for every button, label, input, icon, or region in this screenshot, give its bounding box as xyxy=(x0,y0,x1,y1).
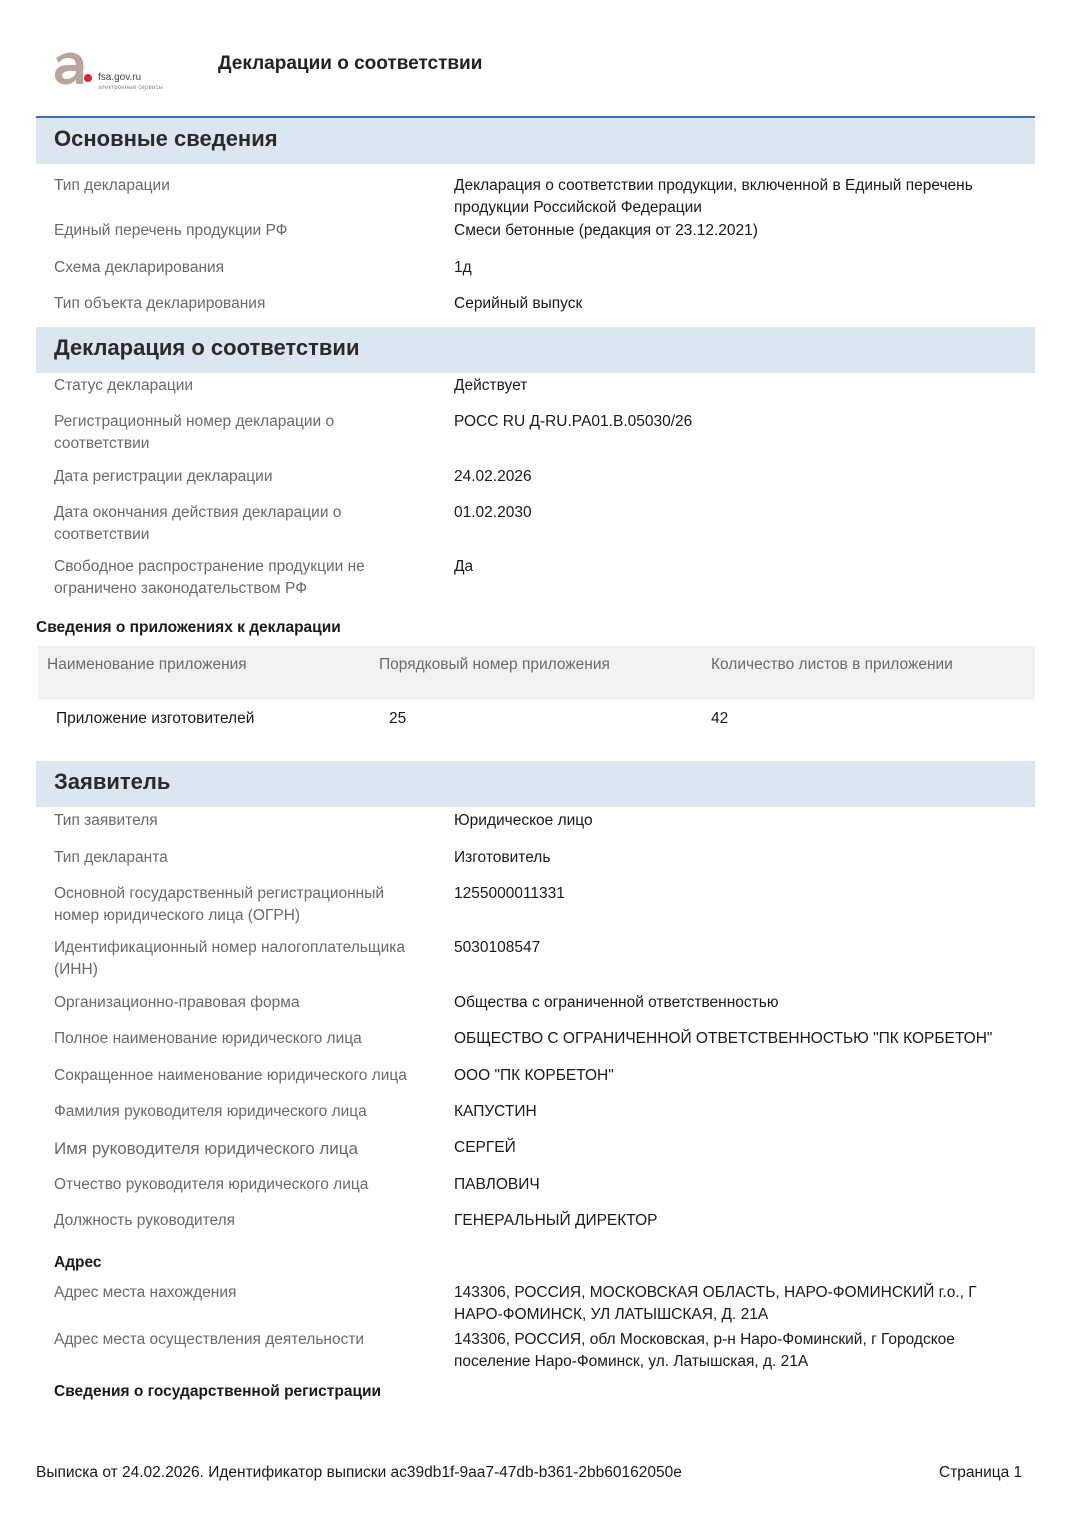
end-date-label: Дата окончания действия декларации о соответствии xyxy=(54,504,342,543)
footer-page-number: Страница 1 xyxy=(939,1464,1023,1481)
head-position-label: Должность руководителя xyxy=(54,1212,236,1229)
section-declaration-title: Декларация о соответствии xyxy=(54,335,360,360)
head-name-value: СЕРГЕЙ xyxy=(454,1139,516,1156)
legal-form-value: Общества с ограниченной ответственностью xyxy=(454,994,779,1011)
head-name-label: Имя руководителя юридического лица xyxy=(54,1139,358,1158)
section-declaration xyxy=(36,327,1035,373)
legal-form-label: Организационно-правовая форма xyxy=(54,994,300,1011)
address-heading: Адрес xyxy=(54,1254,102,1271)
full-name-value: ОБЩЕСТВО С ОГРАНИЧЕННОЙ ОТВЕТСТВЕННОСТЬЮ "ПК КОРБЕТОН" xyxy=(454,1030,993,1047)
attachments-heading: Сведения о приложениях к декларации xyxy=(36,619,341,636)
logo-dot xyxy=(84,74,92,82)
object-type-label: Тип объекта декларирования xyxy=(54,295,266,312)
section-basic xyxy=(36,118,1035,164)
attachments-col-name: Наименование приложения xyxy=(47,656,247,673)
head-surname-label: Фамилия руководителя юридического лица xyxy=(54,1103,367,1120)
section-applicant-title: Заявитель xyxy=(54,769,171,794)
ogrn-value: 1255000011331 xyxy=(454,885,565,902)
applicant-type-value: Юридическое лицо xyxy=(454,812,593,829)
free-circulation-label: Свободное распространение продукции не ограничено законодательством РФ xyxy=(54,558,365,597)
section-basic-title: Основные сведения xyxy=(54,126,278,151)
footer-extract-info: Выписка от 24.02.2026. Идентификатор выписки ac39db1f-9aa7-47db-b361-2bb60162050e xyxy=(36,1464,682,1481)
attachments-cell-number: 25 xyxy=(389,710,407,727)
reg-date-value: 24.02.2026 xyxy=(454,468,532,485)
scheme-label: Схема декларирования xyxy=(54,259,225,276)
section-applicant xyxy=(36,761,1035,807)
fsa-logo xyxy=(50,48,180,98)
object-type-value: Серийный выпуск xyxy=(454,295,583,312)
product-list-label: Единый перечень продукции РФ xyxy=(54,222,288,239)
location-address-value: 143306, РОССИЯ, МОСКОВСКАЯ ОБЛАСТЬ, НАРО-ФОМИНСКИЙ г.о., Г НАРО-ФОМИНСК, УЛ ЛАТЫШСКАЯ, Д. 21А xyxy=(454,1284,977,1323)
reg-number-value: РОСС RU Д-RU.РА01.В.05030/26 xyxy=(454,413,693,430)
head-surname-value: КАПУСТИН xyxy=(454,1103,537,1120)
document-title: Декларации о соответствии xyxy=(218,53,483,74)
end-date-value: 01.02.2030 xyxy=(454,504,532,521)
inn-value: 5030108547 xyxy=(454,939,541,956)
free-circulation-value: Да xyxy=(454,558,474,575)
logo-subtitle: электронные сервисы xyxy=(98,85,164,91)
product-list-value: Смеси бетонные (редакция от 23.12.2021) xyxy=(454,222,758,239)
fsa-logo-icon xyxy=(50,48,90,88)
head-patronymic-label: Отчество руководителя юридического лица xyxy=(54,1176,369,1193)
attachments-cell-sheets: 42 xyxy=(711,710,729,727)
attachments-col-sheets: Количество листов в приложении xyxy=(711,656,953,673)
inn-label: Идентификационный номер налогоплательщика (ИНН) xyxy=(54,939,406,978)
head-patronymic-value: ПАВЛОВИЧ xyxy=(454,1176,540,1193)
logo-site: fsa.gov.ru xyxy=(98,72,142,83)
applicant-type-label: Тип заявителя xyxy=(54,812,158,829)
scheme-value: 1д xyxy=(454,259,472,276)
registration-heading: Сведения о государственной регистрации xyxy=(54,1383,382,1400)
status-label: Статус декларации xyxy=(54,377,194,394)
reg-number-label: Регистрационный номер декларации о соответствии xyxy=(54,413,335,452)
activity-address-label: Адрес места осуществления деятельности xyxy=(54,1331,365,1348)
attachments-cell-name: Приложение изготовителей xyxy=(56,710,255,727)
attachments-col-number: Порядковый номер приложения xyxy=(379,656,610,673)
reg-date-label: Дата регистрации декларации xyxy=(54,468,273,485)
declaration-type-label: Тип декларации xyxy=(54,177,170,194)
status-value: Действует xyxy=(454,377,528,394)
short-name-label: Сокращенное наименование юридического лица xyxy=(54,1067,407,1084)
head-position-value: ГЕНЕРАЛЬНЫЙ ДИРЕКТОР xyxy=(454,1212,658,1229)
declaration-type-value: Декларация о соответствии продукции, включенной в Единый перечень продукции Российской Федерации xyxy=(454,177,973,216)
location-address-label: Адрес места нахождения xyxy=(54,1284,237,1301)
activity-address-value: 143306, РОССИЯ, обл Московская, р-н Наро-Фоминский, г Городское поселение Наро-Фоминск, ул. Латышская, д. 21А xyxy=(454,1331,955,1370)
full-name-label: Полное наименование юридического лица xyxy=(54,1030,362,1047)
ogrn-label: Основной государственный регистрационный номер юридического лица (ОГРН) xyxy=(54,885,385,924)
short-name-value: ООО "ПК КОРБЕТОН" xyxy=(454,1067,614,1084)
declarant-type-label: Тип декларанта xyxy=(54,849,168,866)
declarant-type-value: Изготовитель xyxy=(454,849,551,866)
